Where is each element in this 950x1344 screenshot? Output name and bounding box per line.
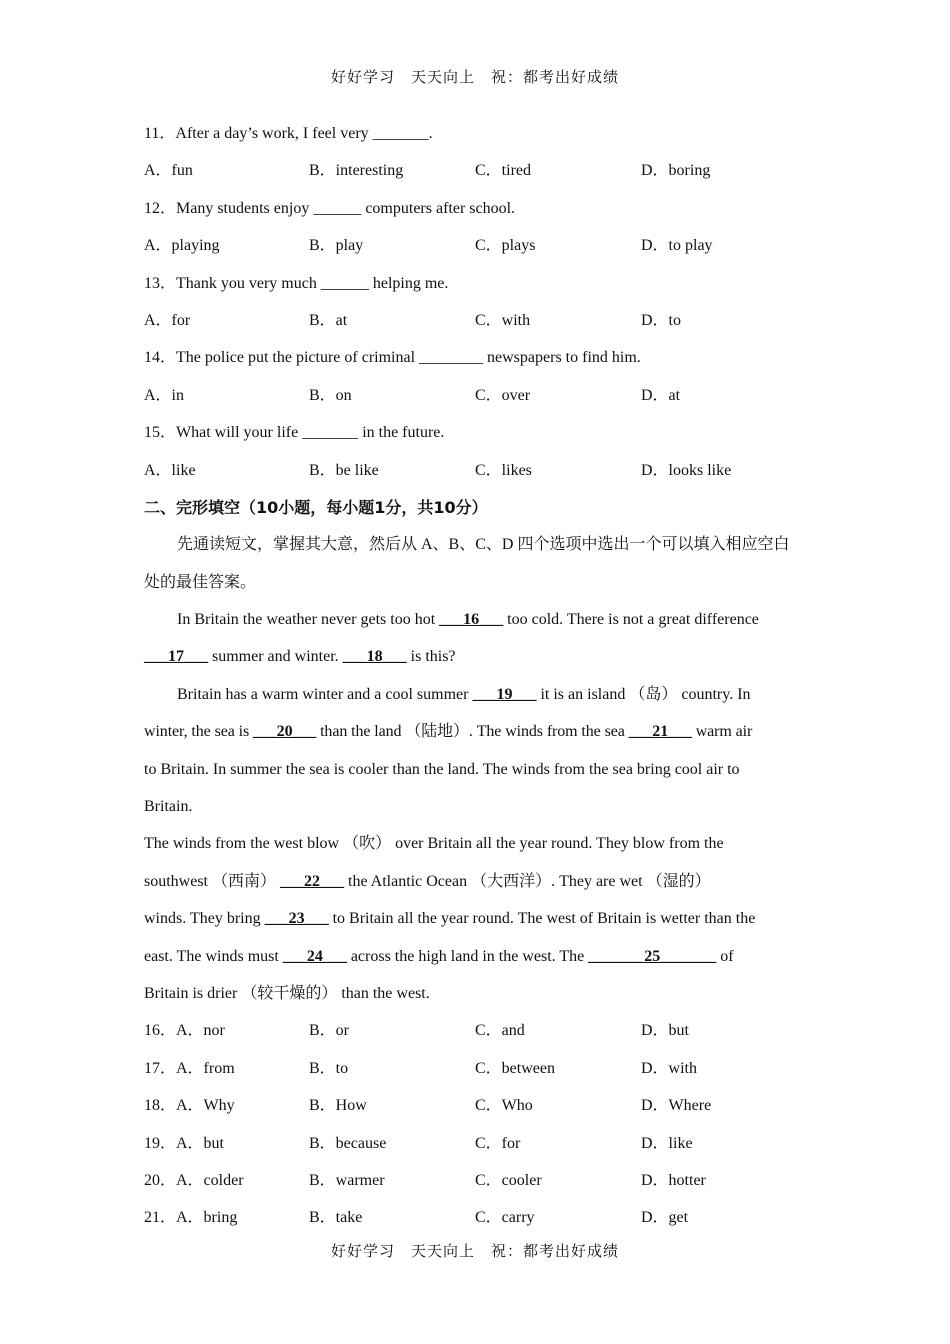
- passage-line: to Britain. In summer the sea is cooler than the land. The winds from the sea bring cool air to: [144, 760, 740, 778]
- option-row: [144, 152, 814, 189]
- option-c: C．likes: [475, 461, 532, 479]
- option-c: C．over: [475, 386, 531, 404]
- question-stem: 14．The police put the picture of criminal ________ newspapers to find him.: [144, 349, 641, 367]
- passage-text: southwest （西南）: [144, 872, 281, 890]
- option-d: D．looks like: [641, 461, 732, 479]
- option-d: D．but: [641, 1022, 690, 1040]
- option-c: C．for: [475, 1134, 521, 1152]
- passage-text: summer and winter.: [208, 648, 343, 666]
- passage-text: winds. They bring: [144, 910, 265, 928]
- passage-line: [144, 676, 814, 713]
- question-stem: 12．Many students enjoy ______ computers after school.: [144, 199, 516, 217]
- option-c: C．with: [475, 311, 531, 329]
- passage-line: Britain is drier （较干燥的） than the west.: [144, 984, 430, 1002]
- passage-text: winter, the sea is: [144, 723, 253, 741]
- blank-20: ___20___: [252, 723, 317, 741]
- blank-17: ___17___: [144, 648, 208, 666]
- option-c: C．and: [475, 1022, 525, 1040]
- option-b: B．be like: [309, 461, 379, 479]
- option-row: [144, 1050, 814, 1087]
- option-a: A．in: [144, 386, 185, 404]
- section-instruction-cont: 处的最佳答案。: [144, 573, 257, 591]
- passage-text: across the high land in the west. The: [346, 947, 589, 965]
- option-row: [144, 1125, 814, 1162]
- passage-text: too cold. There is not a great difference: [503, 611, 759, 629]
- blank-16: ___16___: [439, 611, 504, 629]
- option-c: C．cooler: [475, 1171, 542, 1189]
- option-b: B．at: [309, 311, 348, 329]
- passage-text: east. The winds must: [144, 947, 283, 965]
- passage-text: to Britain all the year round. The west of Britain is wetter than the: [328, 910, 756, 928]
- option-d: D．to: [641, 311, 682, 329]
- option-b: B．interesting: [309, 162, 404, 180]
- option-c: C．tired: [475, 162, 531, 180]
- passage-line: [144, 938, 814, 975]
- option-row: [144, 227, 814, 264]
- option-a: 16．A．nor: [144, 1022, 225, 1040]
- option-d: D．with: [641, 1059, 698, 1077]
- blank-24: ___24___: [282, 947, 347, 965]
- option-b: B．because: [309, 1134, 387, 1152]
- option-c: C．carry: [475, 1209, 535, 1227]
- option-row: [144, 1012, 814, 1049]
- option-b: B．How: [309, 1097, 367, 1115]
- option-a: A．like: [144, 461, 196, 479]
- page-footer: 好好学习 天天向上 祝：都考出好成绩: [330, 1242, 619, 1260]
- option-d: D．hotter: [641, 1171, 706, 1189]
- blank-21: ___21___: [628, 723, 692, 741]
- option-row: [144, 1087, 814, 1124]
- blank-25: _______25_______: [588, 947, 717, 965]
- question-stem: 11．After a day’s work, I feel very _______.: [144, 125, 433, 142]
- option-d: D．like: [641, 1134, 693, 1152]
- option-b: B．take: [309, 1209, 363, 1227]
- option-row: [144, 1199, 814, 1236]
- option-b: B．or: [309, 1022, 350, 1040]
- option-a: 17．A．from: [144, 1059, 235, 1077]
- option-b: B．on: [309, 386, 352, 404]
- option-row: [144, 302, 814, 339]
- passage-text: than the land （陆地）. The winds from the sea: [316, 723, 629, 741]
- passage-line: [144, 900, 814, 937]
- option-a: 20．A．colder: [144, 1171, 244, 1189]
- blank-22: ___22___: [280, 872, 345, 890]
- passage-text: Britain has a warm winter and a cool summer: [177, 685, 473, 703]
- option-d: D．at: [641, 386, 681, 404]
- option-d: D．to play: [641, 237, 713, 255]
- section-instruction: 先通读短文，掌握其大意，然后从 A、B、C、D 四个选项中选出一个可以填入相应空白: [177, 536, 790, 554]
- passage-line: [144, 638, 814, 675]
- option-a: A．fun: [144, 162, 193, 180]
- option-a: A．for: [144, 311, 191, 329]
- option-row: [144, 377, 814, 414]
- option-c: C．plays: [475, 237, 536, 255]
- passage-text: the Atlantic Ocean （大西洋）. They are wet （湿的）: [344, 872, 711, 890]
- passage-line: [144, 713, 814, 750]
- option-a: 18．A．Why: [144, 1097, 235, 1115]
- question-stem: 13．Thank you very much ______ helping me.: [144, 274, 449, 292]
- option-c: C．between: [475, 1059, 555, 1077]
- option-a: 21．A．bring: [144, 1209, 238, 1227]
- option-d: D．Where: [641, 1097, 712, 1115]
- option-row: [144, 452, 814, 489]
- passage-text: In Britain the weather never gets too hot: [177, 611, 440, 629]
- passage-text: is this?: [406, 648, 456, 666]
- section-title: 二、完形填空（10小题，每小题1分，共10分）: [144, 497, 488, 517]
- passage-line: [144, 601, 814, 638]
- option-a: A．playing: [144, 237, 220, 255]
- passage-text: warm air: [691, 723, 753, 741]
- option-a: 19．A．but: [144, 1134, 225, 1152]
- exam-content: [144, 115, 814, 1237]
- option-c: C．Who: [475, 1097, 533, 1115]
- option-b: B．play: [309, 237, 364, 255]
- blank-23: ___23___: [264, 910, 329, 928]
- page-header: 好好学习 天天向上 祝：都考出好成绩: [330, 68, 619, 86]
- passage-text: of: [716, 947, 734, 965]
- blank-19: ___19___: [472, 685, 537, 703]
- option-row: [144, 1162, 814, 1199]
- passage-line: [144, 863, 814, 900]
- option-b: B．warmer: [309, 1171, 385, 1189]
- question-stem: 15．What will your life _______ in the future.: [144, 424, 445, 442]
- option-d: D．get: [641, 1209, 689, 1227]
- option-d: D．boring: [641, 162, 711, 180]
- option-b: B．to: [309, 1059, 349, 1077]
- blank-18: ___18___: [342, 648, 407, 666]
- passage-text: it is an island （岛） country. In: [536, 685, 751, 703]
- passage-line: Britain.: [144, 798, 193, 816]
- passage-line: The winds from the west blow （吹） over Britain all the year round. They blow from the: [144, 835, 724, 853]
